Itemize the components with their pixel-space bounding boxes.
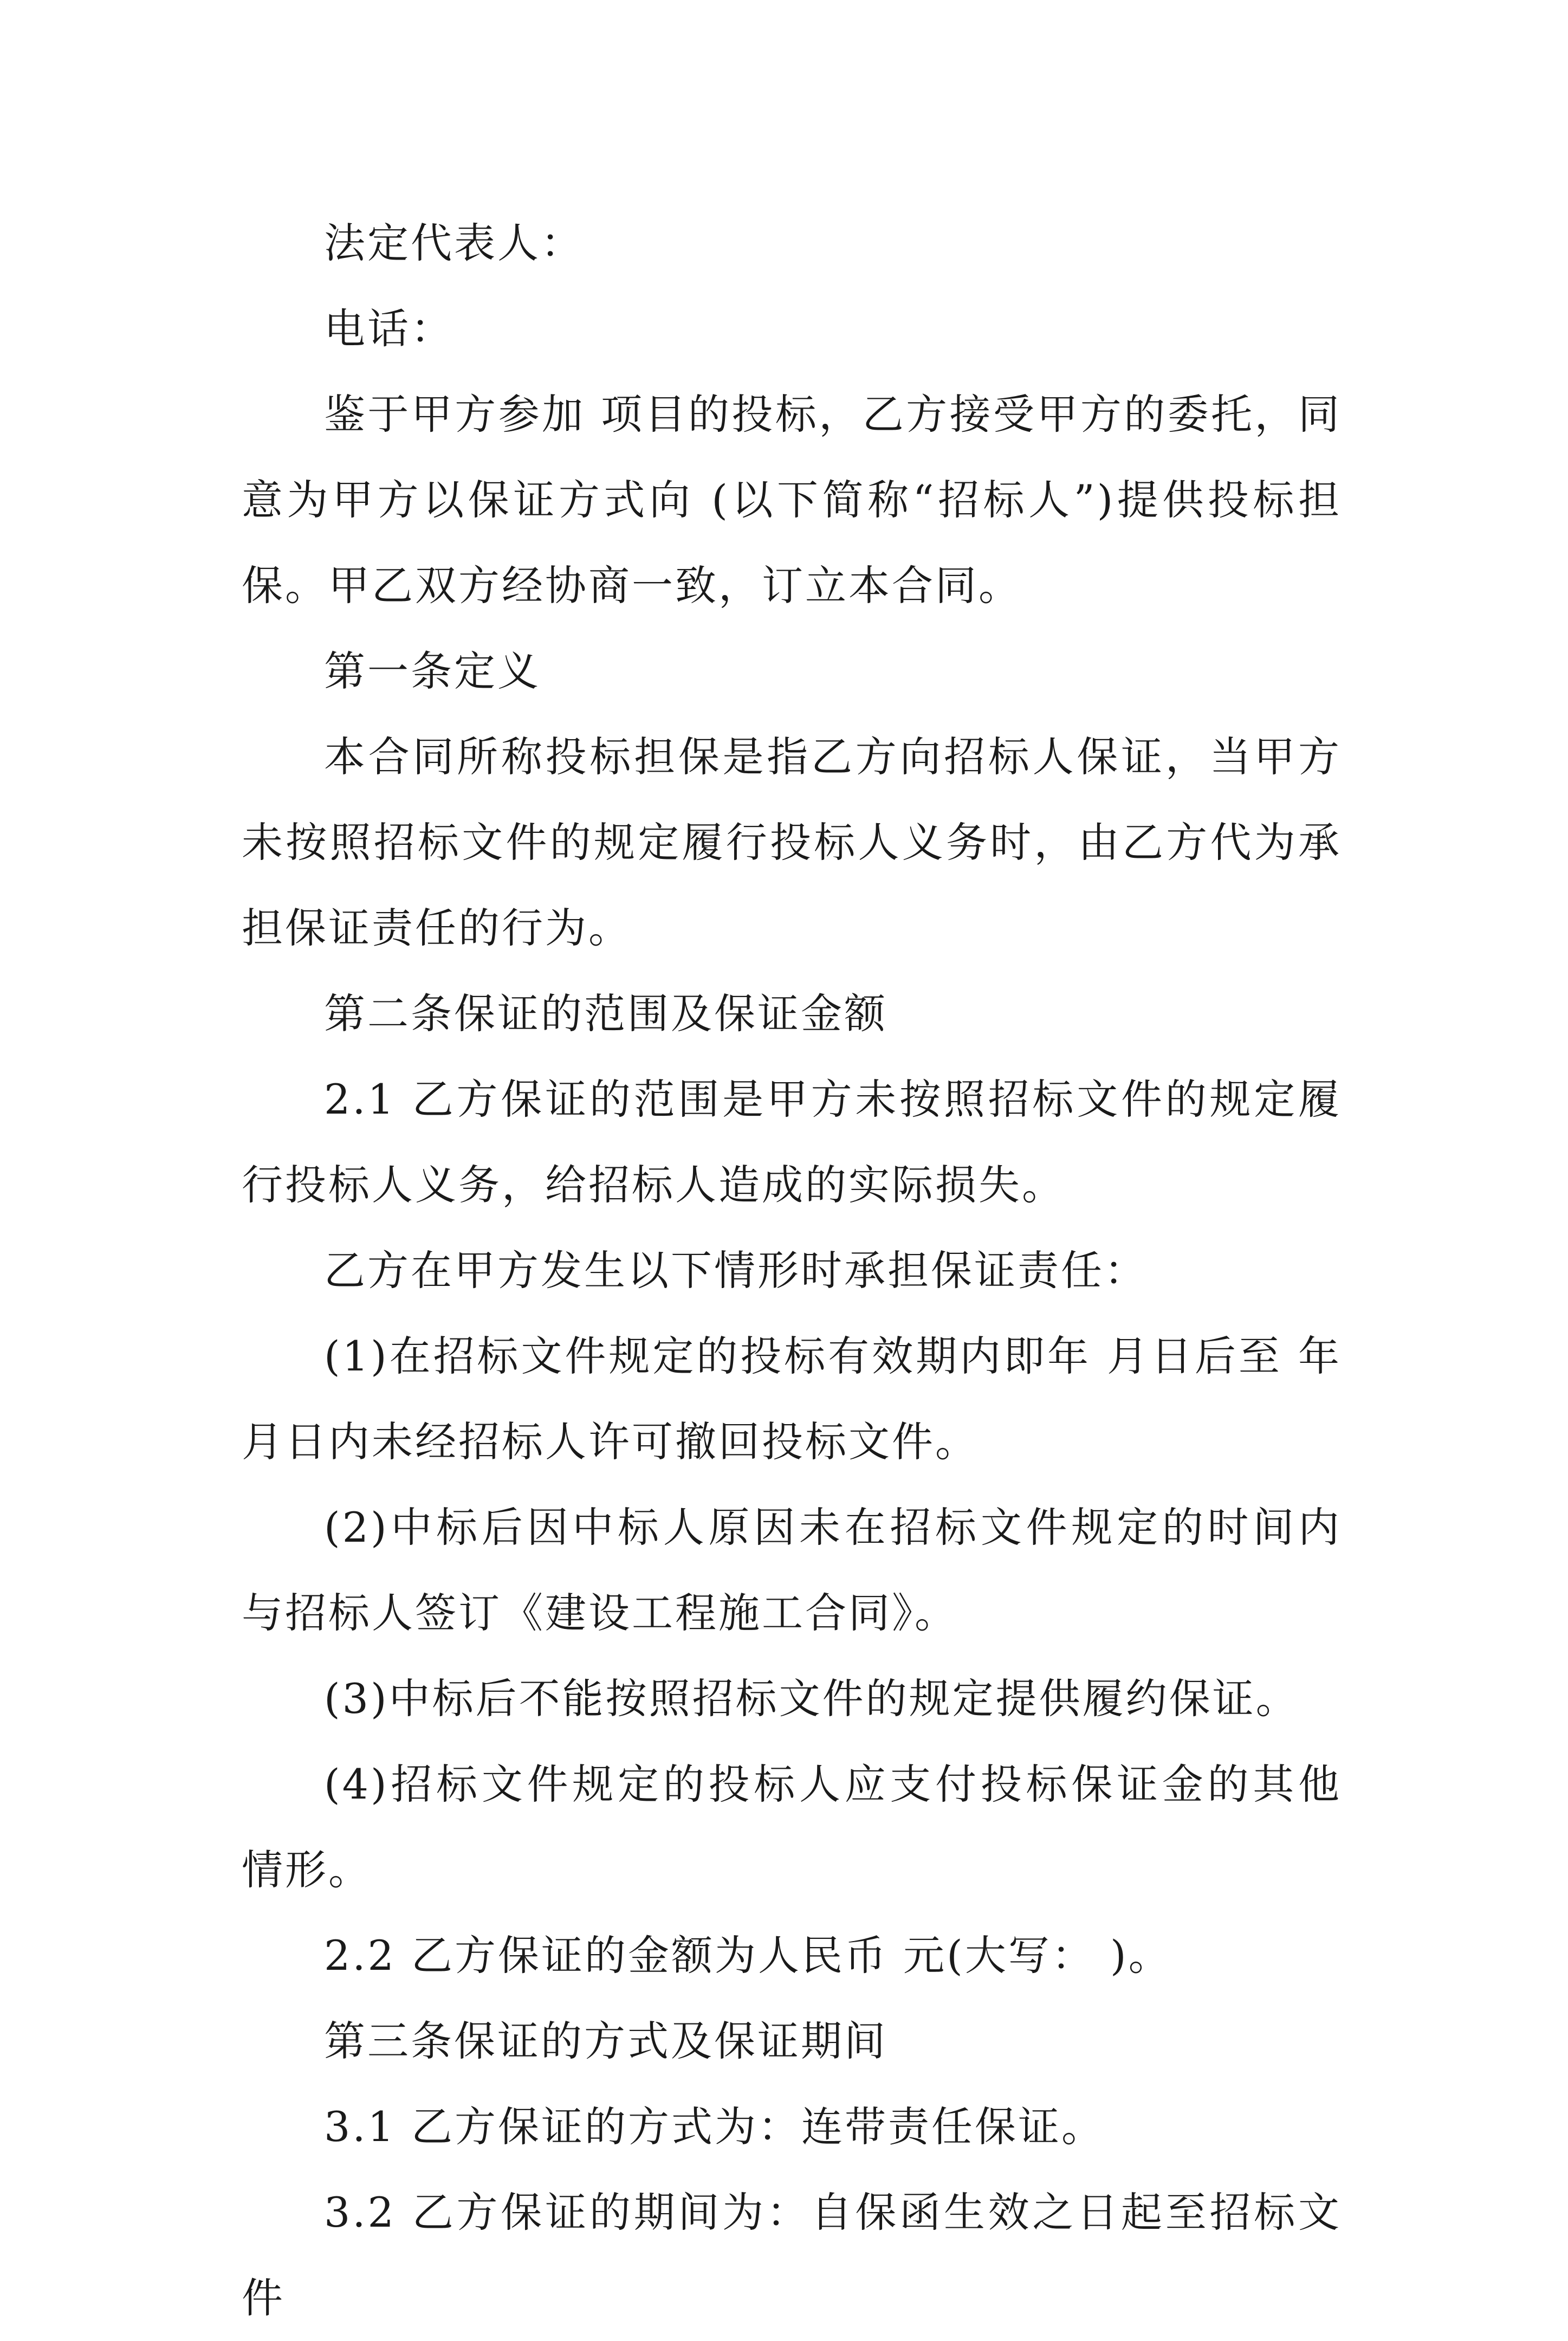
clause-2-2: 2.2 乙方保证的金额为人民币 元(大写： )。 bbox=[324, 1931, 1172, 1980]
document-body bbox=[242, 201, 1342, 2341]
liability-item-1: (1)在招标文件规定的投标有效期内即年 月日后至 年月日内未经招标人许可撤回投标文件。 bbox=[242, 1332, 1342, 1466]
article-2-heading: 第二条保证的范围及保证金额 bbox=[324, 990, 887, 1038]
liability-item-2: (2)中标后因中标人原因未在招标文件规定的时间内与招标人签订《建设工程施工合同》。 bbox=[242, 1503, 1342, 1637]
article-1-body: 本合同所称投标担保是指乙方向招标人保证，当甲方未按照招标文件的规定履行投标人义务时，由乙方代为承担保证责任的行为。 bbox=[242, 733, 1342, 952]
liability-item-3: (3)中标后不能按照招标文件的规定提供履约保证。 bbox=[324, 1674, 1299, 1723]
clause-2-1: 2.1 乙方保证的范围是甲方未按照招标文件的规定履行投标人义务，给招标人造成的实际损失。 bbox=[242, 1075, 1342, 1209]
article-1-heading: 第一条定义 bbox=[324, 647, 541, 695]
liability-intro: 乙方在甲方发生以下情形时承担保证责任： bbox=[324, 1246, 1148, 1295]
clause-3-1: 3.1 乙方保证的方式为：连带责任保证。 bbox=[324, 2103, 1105, 2151]
phone-line: 电话： bbox=[324, 305, 454, 353]
liability-item-4: (4)招标文件规定的投标人应支付投标保证金的其他情形。 bbox=[242, 1760, 1342, 1894]
article-3-heading: 第三条保证的方式及保证期间 bbox=[324, 2017, 887, 2065]
preamble-paragraph: 鉴于甲方参加 项目的投标，乙方接受甲方的委托，同意为甲方以保证方式向 (以下简称“招标人”)提供投标担保。甲乙双方经协商一致，订立本合同。 bbox=[242, 390, 1342, 610]
legal-representative-line: 法定代表人： bbox=[324, 219, 584, 267]
clause-3-2: 3.2 乙方保证的期间为：自保函生效之日起至招标文件 bbox=[242, 2188, 1342, 2322]
